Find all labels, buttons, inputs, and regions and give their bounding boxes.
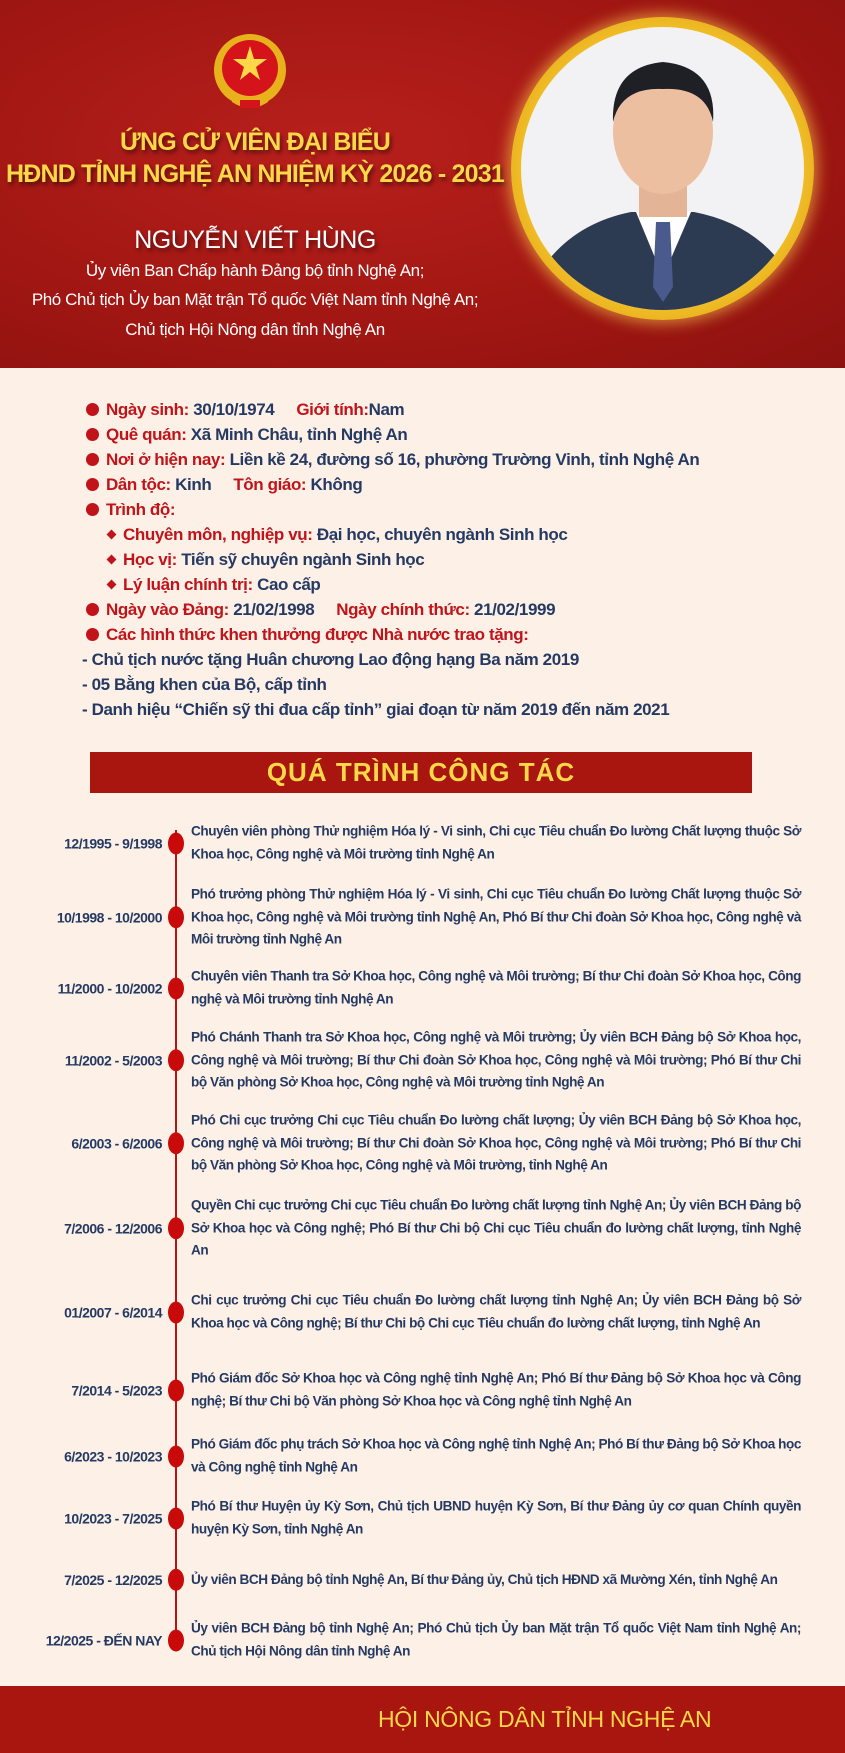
timeline-dot-icon [168, 832, 184, 854]
timeline-dot-icon [168, 1629, 184, 1651]
position-line: Chủ tịch Hội Nông dân tỉnh Nghệ An [125, 320, 385, 339]
label: Quê quán: [106, 425, 187, 444]
timeline-item [0, 1194, 845, 1262]
timeline-date: 12/2025 - ĐẾN NAY [45, 1632, 162, 1648]
footer-organization: HỘI NÔNG DÂN TỈNH NGHỆ AN [378, 1706, 712, 1732]
timeline-dot-icon [168, 977, 184, 999]
value: Tiến sỹ chuyên ngành Sinh học [181, 550, 425, 569]
value: Xã Minh Châu, tỉnh Nghệ An [190, 425, 408, 444]
timeline-date: 01/2007 - 6/2014 [64, 1304, 162, 1320]
label: Chuyên môn, nghiệp vụ: [123, 525, 313, 544]
timeline-description: Quyền Chi cục trưởng Chi cục Tiêu chuẩn Đo lường chất lượng tỉnh Nghệ An; Ủy viên BCH Đảng bộ Sở Khoa học và Công nghệ; Phó Bí thư Chi bộ Chi cục Tiêu chuẩn đo lường chất lượng, tỉnh Nghệ An [191, 1197, 801, 1258]
bullet-icon [86, 603, 99, 616]
label: Giới tính: [296, 400, 369, 419]
bullet-icon [86, 428, 99, 441]
footer-banner [0, 1686, 845, 1753]
label: Các hình thức khen thưởng được Nhà nước trao tặng: [106, 625, 529, 644]
timeline-description: Phó Chánh Thanh tra Sở Khoa học, Công nghệ và Môi trường; Ủy viên BCH Đảng bộ Sở Khoa học, Công nghệ và Môi trường; Bí thư Chi đoàn Sở Khoa học, Công nghệ và Môi trường; Phó Bí thư Chi bộ Văn phòng Sở Khoa học, Công nghệ và Môi trường tỉnh Nghệ An [191, 1029, 801, 1090]
label: Ngày chính thức: [336, 600, 470, 619]
birth-info [86, 397, 404, 422]
diamond-bullet-icon [107, 580, 117, 590]
hometown-info [86, 422, 407, 447]
label: Nơi ở hiện nay: [106, 450, 226, 469]
timeline-item [0, 1434, 845, 1479]
timeline-description: Phó Giám đốc phụ trách Sở Khoa học và Công nghệ tỉnh Nghệ An; Phó Bí thư Đảng bộ Sở Khoa học và Công nghệ tỉnh Nghệ An [191, 1436, 801, 1474]
timeline-dot-icon [168, 1507, 184, 1529]
timeline-description: Ủy viên BCH Đảng bộ tỉnh Nghệ An, Bí thư Đảng ủy, Chủ tịch HĐND xã Mường Xén, tỉnh Nghệ An [191, 1571, 778, 1587]
residence-info [86, 447, 699, 472]
timeline-dot-icon [168, 1379, 184, 1401]
section-title-work-history: QUÁ TRÌNH CÔNG TÁC [90, 752, 752, 793]
major-info [86, 522, 567, 547]
award-item: - Danh hiệu “Chiến sỹ thi đua cấp tỉnh” giai đoạn từ năm 2019 đến năm 2021 [82, 700, 670, 719]
timeline-description: Chuyên viên phòng Thử nghiệm Hóa lý - Vi sinh, Chi cục Tiêu chuẩn Đo lường Chất lượng thuộc Sở Khoa học, Công nghệ và Môi trường tỉnh Nghệ An [191, 823, 801, 861]
ethnic-religion-info [86, 472, 362, 497]
awards-heading [86, 622, 529, 647]
diamond-bullet-icon [107, 530, 117, 540]
label: Lý luận chính trị: [123, 575, 253, 594]
timeline-date: 6/2023 - 10/2023 [64, 1448, 162, 1464]
timeline-description: Chi cục trưởng Chi cục Tiêu chuẩn Đo lường chất lượng tỉnh Nghệ An; Ủy viên BCH Đảng bộ Sở Khoa học và Công nghệ; Bí thư Chi bộ Chi cục Tiêu chuẩn đo lường chất lượng, tỉnh Nghệ An [191, 1292, 801, 1330]
timeline-dot-icon [168, 1445, 184, 1467]
value: Không [310, 475, 363, 494]
timeline-item [0, 883, 845, 951]
timeline-item [0, 1496, 845, 1541]
timeline-description: Phó Giám đốc Sở Khoa học và Công nghệ tỉnh Nghệ An; Phó Bí thư Đảng bộ Sở Khoa học và Công nghệ; Bí thư Chi bộ Văn phòng Sở Khoa học và Công nghệ tỉnh Nghệ An [191, 1370, 801, 1408]
timeline-item [0, 1026, 845, 1094]
diamond-bullet-icon [107, 555, 117, 565]
value: 21/02/1999 [474, 600, 556, 619]
timeline-dot-icon [168, 1049, 184, 1071]
timeline-item [0, 1109, 845, 1177]
party-info [86, 597, 555, 622]
timeline-description: Phó Chi cục trưởng Chi cục Tiêu chuẩn Đo lường chất lượng; Ủy viên BCH Đảng bộ Sở Khoa học, Công nghệ và Môi trường; Bí thư Chi đoàn Sở Khoa học, Công nghệ và Môi trường; Phó Bí thư Chi bộ Văn phòng Sở Khoa học, Công nghệ và Môi trường, tỉnh Nghệ An [191, 1112, 801, 1173]
header-banner [0, 0, 845, 368]
title-line-2: HĐND TỈNH NGHỆ AN NHIỆM KỲ 2026 - 2031 [6, 160, 504, 188]
award-item: - Chủ tịch nước tặng Huân chương Lao động hạng Ba năm 2019 [82, 650, 579, 669]
value: 21/02/1998 [233, 600, 315, 619]
timeline-item [0, 1368, 845, 1413]
timeline-date: 10/1998 - 10/2000 [56, 909, 162, 925]
portrait-photo [521, 27, 804, 310]
label: Dân tộc: [106, 475, 171, 494]
education-heading [86, 497, 175, 522]
portrait-frame [511, 17, 814, 320]
award-item: - 05 Bằng khen của Bộ, cấp tỉnh [82, 675, 327, 694]
timeline-dot-icon [168, 906, 184, 928]
label: Trình độ: [106, 500, 176, 519]
timeline-item [0, 1569, 845, 1592]
national-emblem-icon [208, 30, 292, 116]
timeline-item [0, 966, 845, 1011]
degree-info [86, 547, 424, 572]
timeline-date: 10/2023 - 7/2025 [64, 1510, 162, 1526]
candidate-name: NGUYỄN VIẾT HÙNG [134, 226, 376, 254]
timeline-description: Ủy viên BCH Đảng bộ tỉnh Nghệ An; Phó Chủ tịch Ủy ban Mặt trận Tổ quốc Việt Nam tỉnh Nghệ An; Chủ tịch Hội Nông dân tỉnh Nghệ An [191, 1620, 801, 1658]
bullet-icon [86, 628, 99, 641]
value: Nam [368, 400, 405, 419]
value: Cao cấp [257, 575, 321, 594]
timeline-date: 7/2014 - 5/2023 [71, 1382, 162, 1398]
position-line: Ủy viên Ban Chấp hành Đảng bộ tỉnh Nghệ An; [85, 261, 425, 280]
position-line: Phó Chủ tịch Ủy ban Mặt trận Tổ quốc Việt Nam tỉnh Nghệ An; [31, 290, 479, 309]
label: Tôn giáo: [233, 475, 307, 494]
label: Ngày vào Đảng: [106, 600, 229, 619]
label: Học vị: [123, 550, 177, 569]
politics-info [86, 572, 320, 597]
timeline-item [0, 1618, 845, 1663]
bullet-icon [86, 503, 99, 516]
timeline-date: 7/2006 - 12/2006 [64, 1220, 162, 1236]
value: Đại học, chuyên ngành Sinh học [316, 525, 568, 544]
timeline-date: 6/2003 - 6/2006 [71, 1135, 162, 1151]
bullet-icon [86, 478, 99, 491]
timeline-dot-icon [168, 1217, 184, 1239]
label: Ngày sinh: [106, 400, 189, 419]
bullet-icon [86, 453, 99, 466]
timeline-date: 7/2025 - 12/2025 [64, 1572, 162, 1588]
timeline-description: Phó trưởng phòng Thử nghiệm Hóa lý - Vi sinh, Chi cục Tiêu chuẩn Đo lường Chất lượng thuộc Sở Khoa học, Công nghệ và Môi trường tỉnh Nghệ An, Phó Bí thư Chi đoàn Sở Khoa học, Công nghệ và Môi trường tỉnh Nghệ An [191, 886, 801, 947]
timeline-item [0, 1290, 845, 1335]
timeline-description: Phó Bí thư Huyện ủy Kỳ Sơn, Chủ tịch UBND huyện Kỳ Sơn, Bí thư Đảng ủy cơ quan Chính quyền huyện Kỳ Sơn, tỉnh Nghệ An [191, 1498, 801, 1536]
title-line-1: ỨNG CỬ VIÊN ĐẠI BIỂU [120, 128, 390, 156]
timeline-dot-icon [168, 1132, 184, 1154]
timeline-date: 12/1995 - 9/1998 [64, 835, 162, 851]
timeline-dot-icon [168, 1569, 184, 1591]
bullet-icon [86, 403, 99, 416]
timeline-description: Chuyên viên Thanh tra Sở Khoa học, Công nghệ và Môi trường; Bí thư Chi đoàn Sở Khoa học, Công nghệ và Môi trường tỉnh Nghệ An [191, 968, 801, 1006]
value: Kinh [175, 475, 212, 494]
value: Liền kề 24, đường số 16, phường Trường Vinh, tỉnh Nghệ An [229, 450, 700, 469]
timeline-date: 11/2000 - 10/2002 [57, 980, 162, 996]
timeline-dot-icon [168, 1301, 184, 1323]
timeline-date: 11/2002 - 5/2003 [64, 1052, 162, 1068]
value: 30/10/1974 [193, 400, 275, 419]
timeline-item [0, 821, 845, 866]
